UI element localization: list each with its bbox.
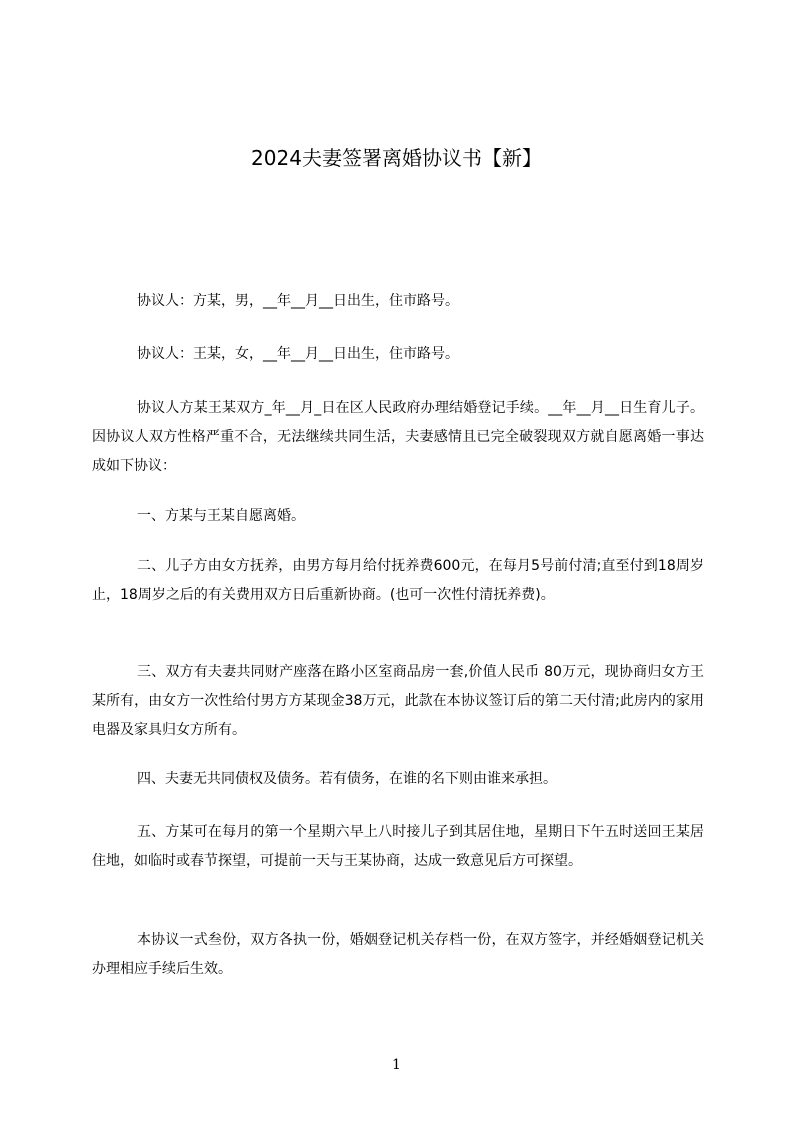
clause-4-paragraph: 四、夫妻无共同债权及债务。若有债务，在谁的名下则由谁来承担。 (137, 771, 557, 787)
page-number: 1 (392, 1057, 401, 1073)
clause-5-paragraph: 五、方某可在每月的第一个星期六早上八时接儿子到其居住地，星期日下午五时送回王某居住地，如临时或春节探望，可提前一天与王某协商，达成一致意见后方可探望。 (92, 824, 704, 869)
party-b-paragraph: 协议人：王某，女，__年__月__日出生，住市路号。 (137, 346, 459, 362)
preamble-paragraph: 协议人方某王某双方_年__月_日在区人民政府办理结婚登记手续。__年__月__日生育儿子。因协议人双方性格严重不合，无法继续共同生活，夫妻感情且已完全破裂现双方就自愿离婚一事达成如下协议： (92, 400, 704, 474)
clause-1-paragraph: 一、方某与王某自愿离婚。 (137, 508, 305, 524)
clause-3-paragraph: 三、双方有夫妻共同财产座落在路小区室商品房一套,价值人民币 80万元，现协商归女方王某所有，由女方一次性给付男方方某现金38万元，此款在本协议签订后的第二天付清;此房内的家用电器及家具归女方所有。 (92, 664, 704, 738)
document-title: 2024夫妻签署离婚协议书【新】 (251, 146, 542, 170)
effectiveness-paragraph: 本协议一式叁份，双方各执一份，婚姻登记机关存档一份，在双方签字，并经婚姻登记机关办理相应手续后生效。 (92, 932, 704, 977)
party-a-paragraph: 协议人：方某，男，__年__月__日出生，住市路号。 (137, 293, 459, 309)
clause-2-paragraph: 二、儿子方由女方抚养，由男方每月给付抚养费600元，在每月5号前付清;直至付到18周岁止，18周岁之后的有关费用双方日后重新协商。(也可一次性付清抚养费)。 (92, 558, 704, 603)
